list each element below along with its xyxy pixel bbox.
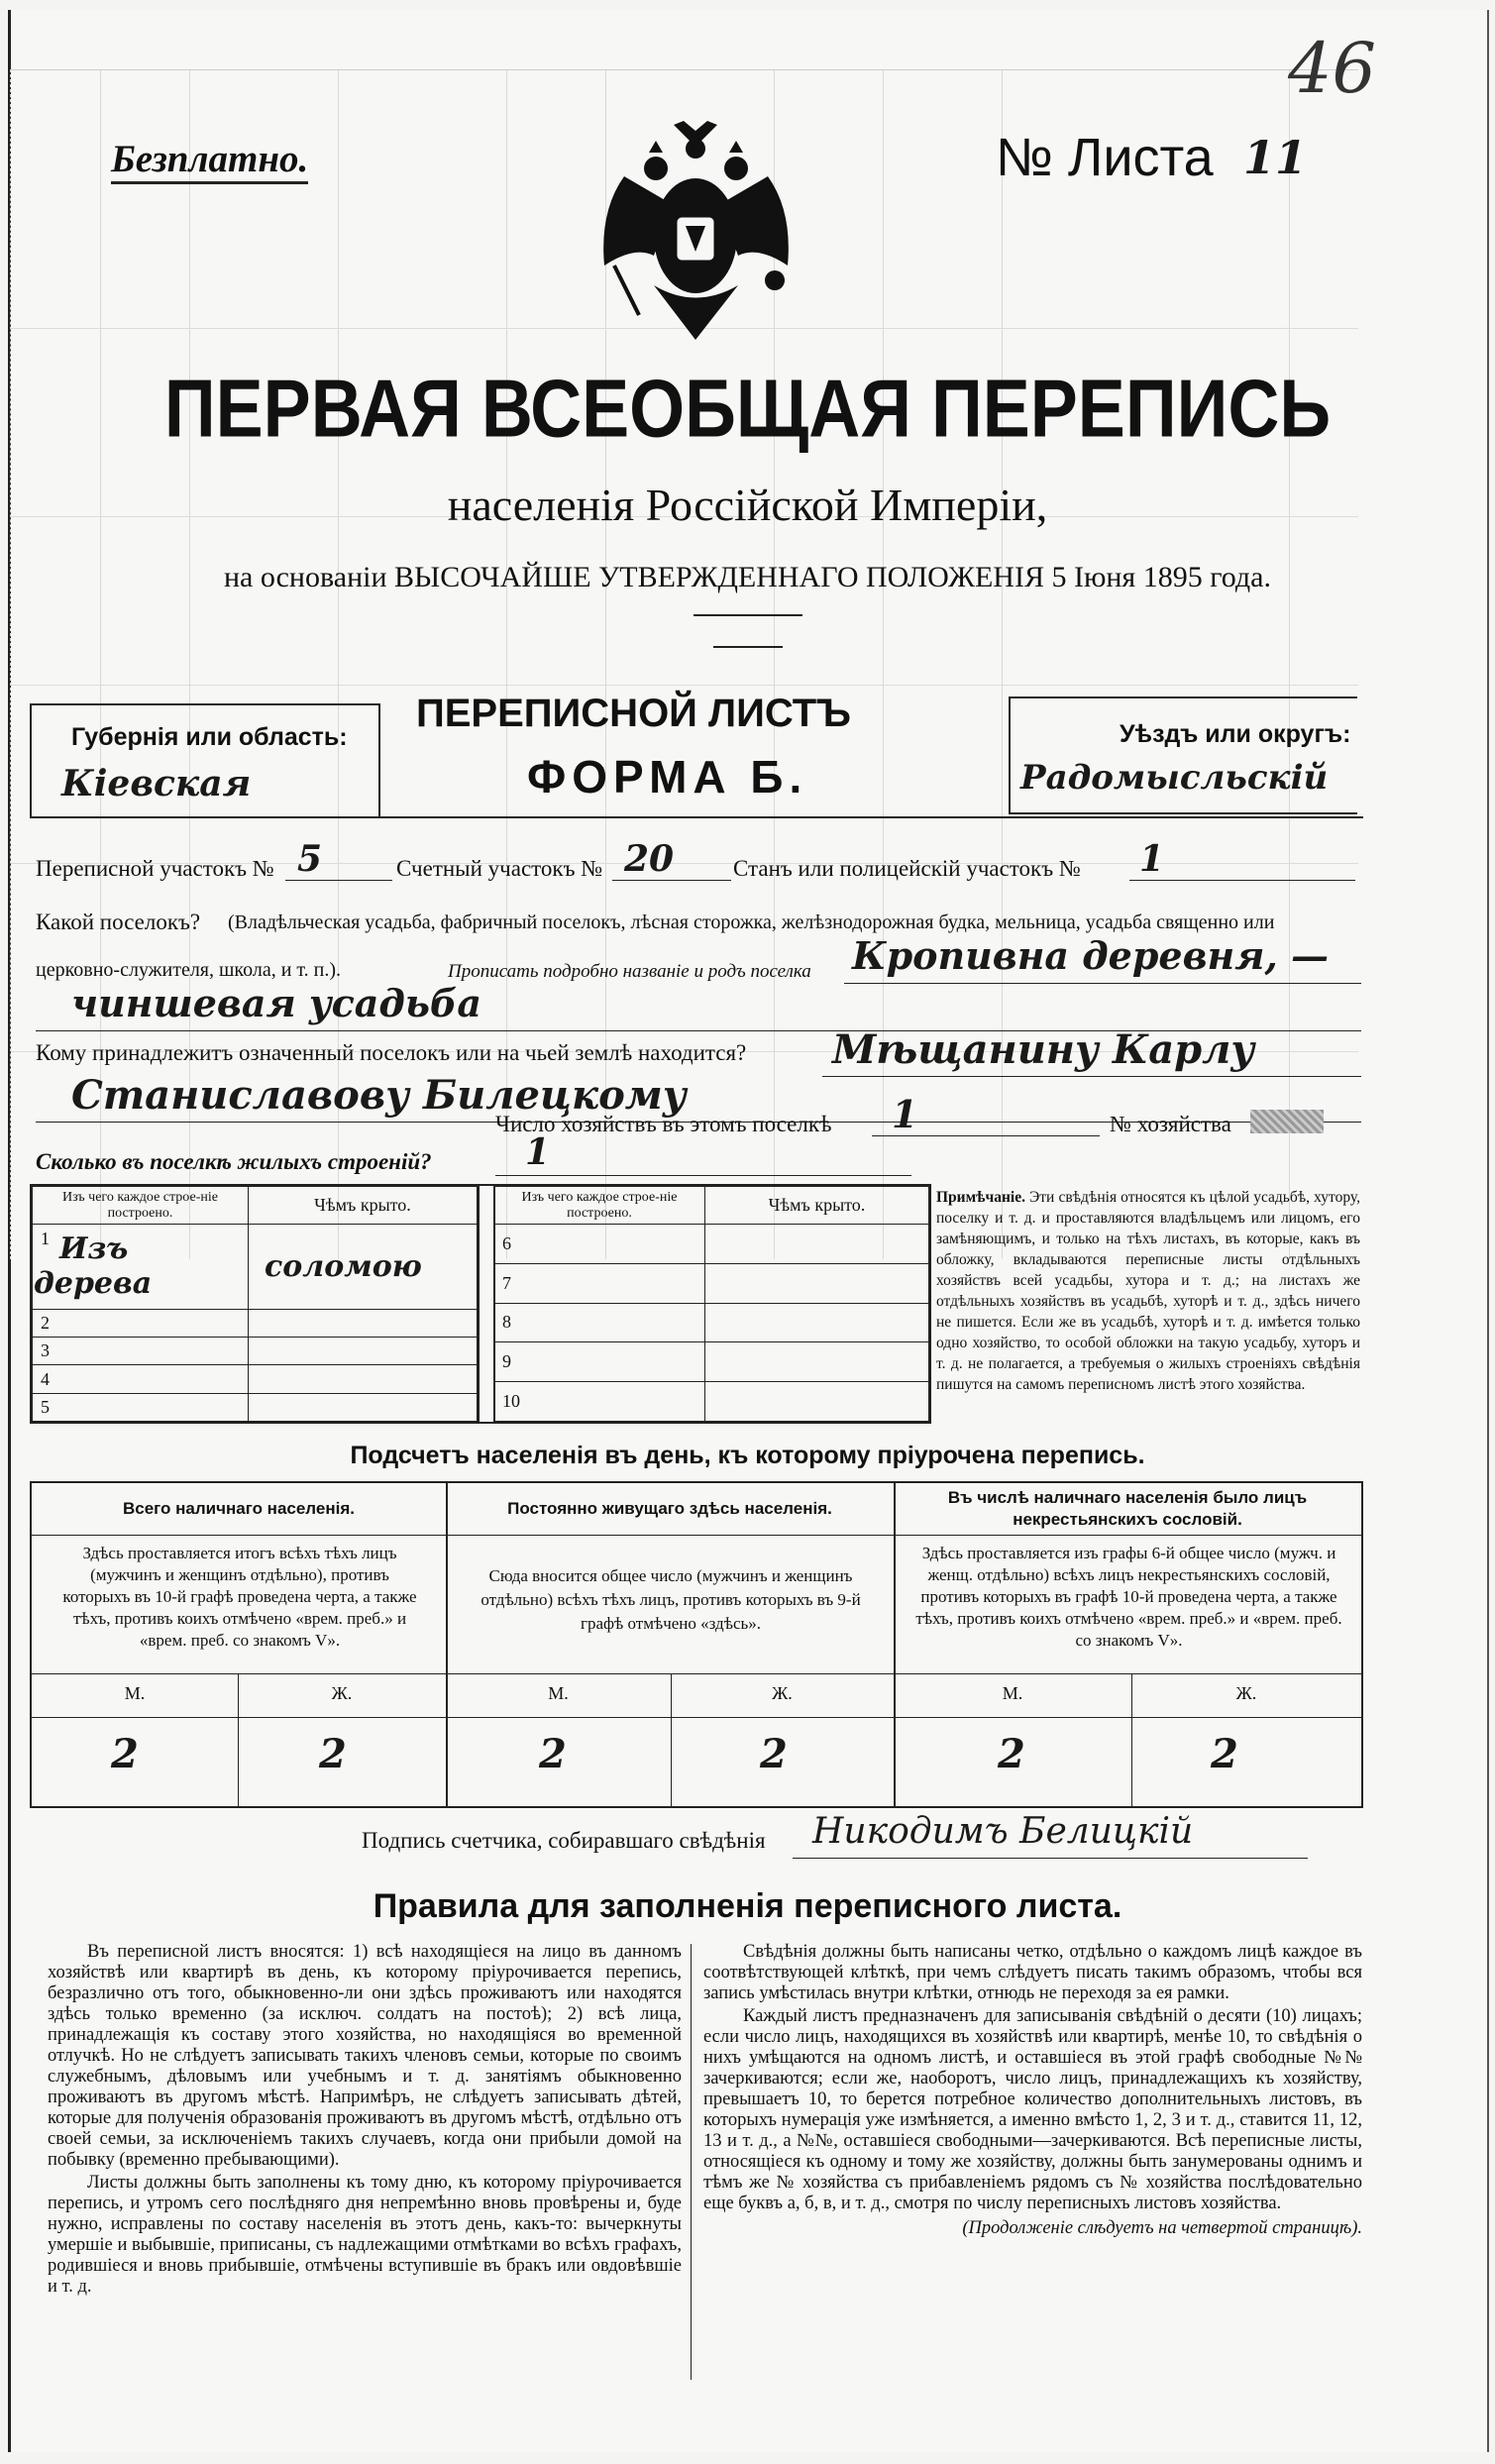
population-table (30, 1481, 1363, 1808)
col2-text: Сюда вносится общее число (мужчинъ и женщинъ отдѣльно) всѣхъ тѣхъ лицъ, противъ которыхъ въ 9-й графѣ отмѣчено «здѣсь». (481, 1566, 861, 1633)
signature-label: Подпись счетчика, собиравшаго свѣдѣнія (362, 1828, 766, 1853)
total-female-value: 2 (319, 1731, 347, 1777)
table-row: 2 (33, 1309, 478, 1337)
table-row: 1 Изъ дерева соломою (33, 1225, 478, 1310)
form-name: ФОРМА Б. (527, 751, 808, 803)
permanent-female-value: 2 (760, 1731, 788, 1777)
rule-paragraph: Въ переписной листъ вносятся: 1) всѣ находящіеся на лицо въ данномъ хозяйствѣ или квартирѣ въ день, къ которому пріурочивается перепись, безразлично отъ того, обыкновенно-ли они здѣсь проживаютъ или находятся здѣсь только временно (за исключ. солдатъ на постоѣ); 2) всѣ лица, принадлежащія къ составу этого хозяйства, но находящіяся во временной отлучкѣ. Но не слѣдуетъ записывать такихъ членовъ семьи, которые по своимъ служебнымъ, дѣловымъ или учебнымъ и т. д. занятіямъ обыкновенно проживаютъ въ другомъ мѣстѣ. Напримѣръ, не слѣдуетъ записывать дѣтей, которые для полученія образованія проживаютъ въ другомъ мѣстѣ, отдѣльно отъ своей семьи, за исключеніемъ такихъ случаевъ, когда они прибыли домой на побывку (временно пребывающими). (48, 1942, 682, 2170)
page-subtitle: населенія Россійской Имперіи, (447, 480, 1048, 530)
table-row: 8 (494, 1303, 929, 1342)
table-row: 5 (33, 1393, 478, 1421)
col2-title: Постоянно живущаго здѣсь населенія. (507, 1499, 832, 1518)
col3-text: Здѣсь проставляется изъ графы 6-й общее число (мужч. и женщ. отдѣльно) всѣхъ лицъ некрестьянскихъ сословій, противъ которыхъ въ графѣ 10-й проведена черта, а также тѣхъ, противъ коихъ отмѣчено «врем. преб.» и «врем. преб. со знакомъ V». (915, 1544, 1342, 1650)
col1-title: Всего наличнаго населенія. (123, 1499, 355, 1518)
female-label: Ж. (1235, 1683, 1257, 1703)
settlement-value-1: Кропивна деревня, — (852, 933, 1329, 978)
page-title: ПЕРВАЯ ВСЕОБЩАЯ ПЕРЕПИСЬ (163, 364, 1332, 455)
household-number-stamp (1250, 1110, 1324, 1133)
table-row: 9 (494, 1342, 929, 1382)
province-label: Губернія или область: (71, 723, 348, 751)
rules-right-column (703, 1942, 1362, 2239)
population-heading: Подсчетъ населенія въ день, къ которому пріурочена перепись. (350, 1442, 1145, 1469)
male-label: М. (1002, 1683, 1023, 1703)
note (936, 1187, 1360, 1395)
double-headed-eagle-emblem (594, 117, 798, 350)
census-plot-value: 5 (297, 838, 323, 880)
owner-value-2: Станиславову Билецкому (71, 1072, 687, 1119)
legal-basis: на основаніи ВЫСОЧАЙШЕ УТВЕРЖДЕННАГО ПОЛОЖЕНІЯ 5 Іюня 1895 года. (224, 561, 1271, 593)
female-label: Ж. (331, 1683, 353, 1703)
table-row: 10 (494, 1382, 929, 1422)
permanent-male-value: 2 (539, 1731, 567, 1777)
stan-label: Станъ или полицейскій участокъ № (733, 856, 1081, 881)
rules-left-column (48, 1942, 682, 2300)
county-value: Радомысльскій (1020, 758, 1329, 798)
divider (30, 816, 1363, 818)
col3-title: Въ числѣ наличнаго населенія было лицъ некрестьянскихъ сословій. (947, 1488, 1308, 1529)
settlement-label: Какой поселокъ? (36, 910, 201, 934)
count-plot-value: 20 (624, 838, 675, 880)
owner-value-1: Мѣщанину Карлу (832, 1026, 1255, 1073)
table-row: 7 (494, 1263, 929, 1303)
settlement-instruction: Прописать подробно названіе и родъ поселка (448, 961, 811, 982)
table-row: 3 (33, 1338, 478, 1365)
settlement-hint: (Владѣльческая усадьба, фабричный поселокъ, лѣсная сторожка, желѣзнодорожная будка, мельница, усадьба священно или (228, 911, 1275, 933)
buildings-label: Сколько въ поселкѣ жилыхъ строеній? (36, 1149, 432, 1174)
settlement-hint-2: церковно-служителя, школа, и т. п.). (36, 959, 341, 981)
sheet-type: ПЕРЕПИСНОЙ ЛИСТЪ (416, 692, 851, 735)
province-box (30, 703, 380, 818)
rule-paragraph: Свѣдѣнія должны быть написаны четко, отдѣльно о каждомъ лицѣ каждое въ соотвѣтствующей клѣткѣ, при чемъ слѣдуетъ писать такимъ образомъ, чтобы вся запись умѣстилась внутри клѣтки, отнюдь не переходя за ея рамки. (703, 1942, 1362, 2003)
non-peasant-female-value: 2 (1211, 1731, 1238, 1777)
note-title: Примѣчаніе. (936, 1189, 1025, 1206)
stan-value: 1 (1139, 838, 1165, 880)
table-row: 4 (33, 1365, 478, 1393)
corner-page-number: 46 (1288, 28, 1377, 109)
households-value: 1 (892, 1092, 918, 1136)
households-label: Число хозяйствъ въ этомъ поселкѣ (495, 1112, 832, 1136)
rules-heading: Правила для заполненія переписного листа. (373, 1887, 1122, 1925)
female-label: Ж. (772, 1683, 793, 1703)
buildings-table (30, 1184, 931, 1424)
male-label: М. (124, 1683, 146, 1703)
col1-text: Здѣсь проставляется итогъ всѣхъ тѣхъ лицъ (мужчинъ и женщинъ отдѣльно), противъ которыхъ въ 10-й графѣ проведена черта, а также тѣхъ, противъ коихъ отмѣчено «врем. преб.» и «врем. преб. со знакомъ V». (62, 1544, 417, 1650)
continued-note: (Продолженіе слѣдуетъ на четвертой страницѣ). (962, 2218, 1362, 2238)
table-row: 6 (494, 1225, 929, 1264)
column-header-material: Изъ чего каждое строе-ніе построено. (494, 1187, 705, 1225)
rule-paragraph: Каждый листъ предназначенъ для записыванія свѣдѣній о десяти (10) лицахъ; если число лицъ, находящихся въ хозяйствѣ или квартирѣ, менѣе 10, то свѣдѣнія о нихъ умѣщаются на одномъ листѣ, и оставшіеся въ этой графѣ свободные №№ зачеркиваются; если же, наоборотъ, число лицъ, принадлежащихъ къ хозяйству, превышаетъ 10, то берется потребное количество дополнительныхъ листовъ, въ которыхъ нумерація уже измѣняется, а именно вмѣсто 1, 2, 3 и т. д., ставится 11, 12, 13 и т. д., а №№, оставшіеся свободными—зачеркиваются. Всѣ переписные листы, относящіеся къ одному и тому же хозяйству, должны быть занумерованы однимъ и тѣмъ же № хозяйства съ прибавленіемъ рядомъ съ № хозяйства послѣдовательно еще буквъ а, б, в, и т. д., смотря по числу переписныхъ листовъ хозяйства. (703, 2006, 1362, 2213)
column-header-roof: Чѣмъ крыто. (249, 1187, 478, 1225)
column-header-material: Изъ чего каждое строе-ніе построено. (33, 1187, 249, 1225)
sheet-number-label: № Листа (996, 128, 1214, 187)
count-plot-label: Счетный участокъ № (396, 856, 603, 881)
household-number-label: № хозяйства (1110, 1112, 1231, 1136)
county-label: Уѣздъ или округъ: (1120, 720, 1351, 748)
rule-paragraph: Листы должны быть заполнены къ тому дню, къ которому пріурочивается перепись, и утромъ сего послѣдняго дня непремѣнно вновь провѣрены и, буде нужно, исправлены по составу населенія въ этотъ день, какъ-то: вычеркнуты умершіе и выбывшіе, приписаны, съ надлежащими отмѣтками во всѣхъ графахъ, родившіеся и вновь прибывшіе, отмѣчены вступившіе въ бракъ или овдовѣвшіе и т. д. (48, 2173, 682, 2297)
settlement-value-2: чиншевая усадьба (71, 981, 481, 1025)
buildings-value: 1 (525, 1131, 551, 1173)
province-value: Кіевская (61, 763, 252, 804)
census-plot-label: Переписной участокъ № (36, 856, 274, 881)
owner-label: Кому принадлежитъ означенный поселокъ или на чьей землѣ находится? (36, 1040, 747, 1065)
male-label: М. (548, 1683, 569, 1703)
non-peasant-male-value: 2 (998, 1731, 1025, 1777)
sheet-number-value: 11 (1243, 131, 1308, 184)
county-box (1009, 696, 1357, 814)
rules-divider (691, 1944, 692, 2380)
divider (694, 614, 802, 616)
divider (713, 646, 783, 648)
free-label: Безплатно. (111, 137, 308, 184)
enumerator-signature: Никодимъ Белицкій (812, 1811, 1194, 1852)
note-text: Эти свѣдѣнія относятся къ цѣлой усадьбѣ, хутору, поселку и т. д. и проставляются владѣльцемъ или лицомъ, его замѣняющимъ, и только на тѣхъ листахъ, въ которые, какъ въ обложку, вкладываются переписные листы отдѣльныхъ хозяйствъ всей усадьбы, хутора и т. д.; на листахъ же отдѣльныхъ хозяйствъ въ усадьбѣ, хуторѣ и т. д., здѣсь ничего не пишется. Если же въ усадьбѣ, хуторѣ и т. д. имѣется только одно хозяйство, то особой обложки на такую усадьбу, хуторъ и т. д. не полагается, а требуемыя о жилыхъ строеніяхъ свѣдѣнія пишутся на самомъ переписномъ листѣ этого хозяйства. (936, 1189, 1360, 1393)
column-header-roof: Чѣмъ крыто. (705, 1187, 929, 1225)
total-male-value: 2 (111, 1731, 139, 1777)
